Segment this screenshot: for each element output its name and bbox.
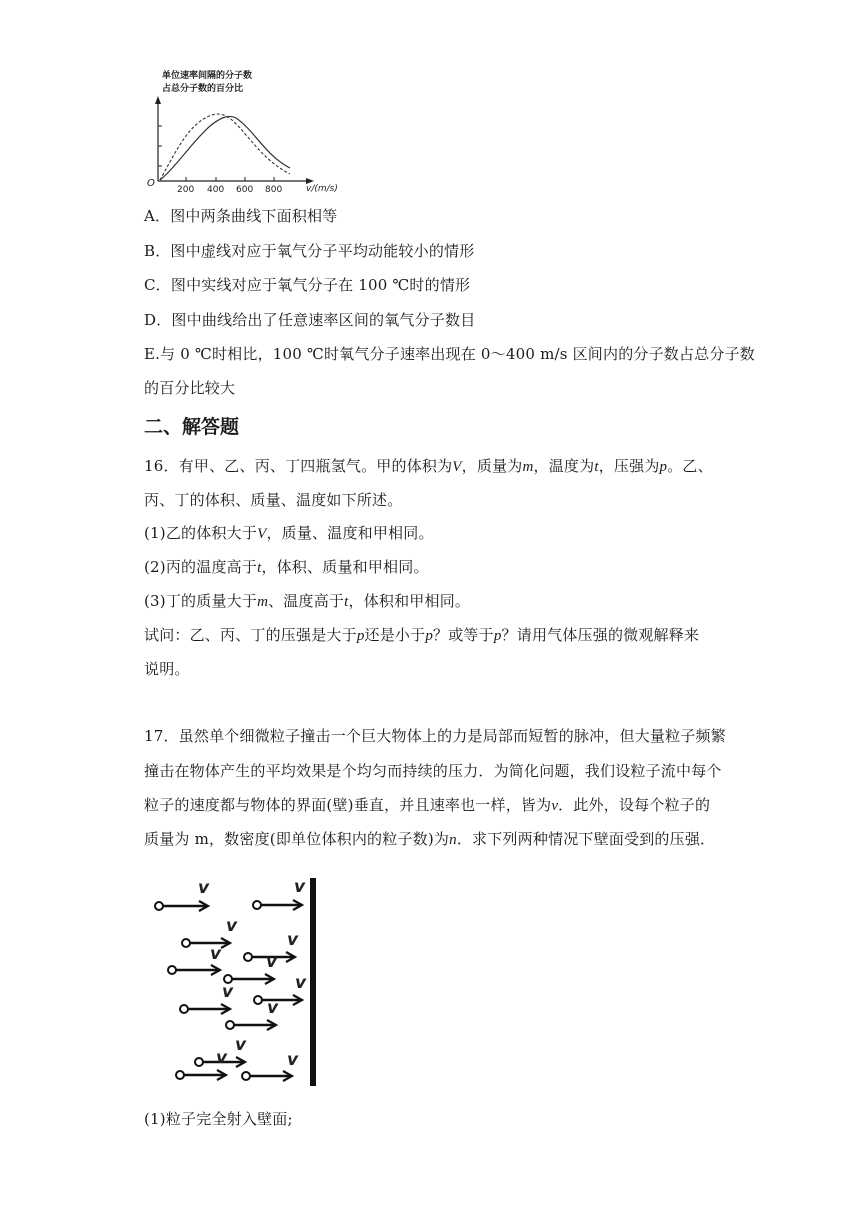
q17-sub1: (1)粒子完全射入壁面;	[144, 1110, 293, 1128]
option-a: A．图中两条曲线下面积相等	[144, 207, 338, 225]
var-n: n	[449, 832, 457, 848]
var-p: p	[493, 628, 502, 644]
particle-circle	[155, 902, 163, 910]
particle-group	[155, 877, 307, 1081]
option-c: C．图中实线对应于氧气分子在 100 ℃时的情形	[144, 276, 471, 294]
q17-text: 粒子的速度都与物体的界面(壁)垂直，并且速率也一样，皆为	[144, 796, 552, 814]
particle-circle	[168, 966, 176, 974]
figure1-solid-curve	[160, 116, 290, 180]
q17-text: ．求下列两种情况下壁面受到的压强．	[456, 830, 716, 848]
velocity-label: v	[210, 944, 222, 964]
option-e-line1: E.与 0 ℃时相比，100 ℃时氧气分子速率出现在 0～400 m/s 区间内的分子数占总分子数	[144, 345, 756, 363]
q17-line1: 17．虽然单个细微粒子撞击一个巨大物体上的力是局部而短暂的脉冲，但大量粒子频繁	[144, 727, 726, 745]
q16-text: ，温度为	[533, 457, 595, 475]
option-b: B．图中虚线对应于氧气分子平均动能较小的情形	[144, 242, 475, 260]
q16-line2: 丙、丁的体积、质量、温度如下所述。	[144, 491, 403, 509]
velocity-label: v	[266, 952, 278, 972]
figure1-xtick-800: 800	[265, 185, 283, 195]
particle-circle	[182, 939, 190, 947]
var-V: V	[452, 459, 462, 475]
q16-text: ，质量为	[461, 457, 523, 475]
velocity-label: v	[295, 973, 307, 993]
figure1-xtick-600: 600	[236, 185, 254, 195]
q16-text: (2)丙的温度高于	[144, 558, 258, 576]
var-m: m	[522, 459, 534, 475]
q17-line4	[144, 828, 715, 851]
figure1-ylabel-line1: 单位速率间隔的分子数	[162, 71, 253, 81]
q16-text: ，体积和甲相同。	[348, 592, 471, 610]
var-m: m	[257, 594, 269, 610]
figure1-y-ticks	[158, 126, 162, 166]
q16-text: 、温度高于	[268, 592, 345, 610]
var-p: p	[659, 459, 668, 475]
figure1-xlabel: v/(m/s)	[306, 184, 338, 194]
q16-text: 还是小于	[364, 626, 426, 644]
figure1-origin-label: O	[147, 178, 155, 189]
q16-line4	[144, 556, 429, 579]
q17-line2: 撞击在物体产生的平均效果是个均匀而持续的压力．为简化问题，我们设粒子流中每个	[144, 762, 722, 780]
option-e-line2: 的百分比较大	[144, 379, 236, 397]
q17-text: 质量为 m，数密度(即单位体积内的粒子数)为	[144, 830, 450, 848]
velocity-label: v	[287, 1050, 299, 1070]
q16-text: 试问：乙、丙、丁的压强是大于	[144, 626, 357, 644]
q16-line5	[144, 590, 470, 613]
section-title: 二、解答题	[144, 416, 240, 438]
figure1-dashed-curve	[160, 114, 290, 180]
var-t: t	[344, 594, 349, 610]
particle-circle	[242, 1072, 250, 1080]
velocity-label: v	[235, 1035, 247, 1055]
var-t: t	[594, 459, 599, 475]
velocity-label: v	[198, 878, 210, 898]
particle-circle	[195, 1058, 203, 1066]
option-d: D．图中曲线给出了任意速率区间的氧气分子数目	[144, 311, 476, 329]
speed-distribution-figure	[140, 64, 350, 198]
figure1-xtick-200: 200	[177, 185, 195, 195]
particle-circle	[180, 1005, 188, 1013]
particle-circle	[244, 953, 252, 961]
figure1-y-arrowhead	[155, 96, 161, 104]
particle-circle	[254, 996, 262, 1004]
velocity-label: v	[294, 877, 306, 897]
velocity-label: v	[216, 1048, 228, 1068]
velocity-label: v	[226, 916, 238, 936]
var-p: p	[425, 628, 434, 644]
q17-line3	[144, 794, 710, 817]
var-t: t	[257, 560, 262, 576]
q16-text: ，体积、质量和甲相同。	[261, 558, 429, 576]
velocity-label: v	[267, 998, 279, 1018]
particle-wall-figure	[150, 875, 325, 1090]
figure1-x-ticks	[186, 177, 274, 181]
q16-line7: 说明。	[144, 660, 190, 678]
figure1-xtick-400: 400	[207, 185, 225, 195]
particle-circle	[253, 901, 261, 909]
particle-circle	[226, 1021, 234, 1029]
var-p: p	[356, 628, 365, 644]
q17-text: ．此外，设每个粒子的	[558, 796, 711, 814]
q16-text: 。乙、	[667, 457, 713, 475]
q16-text: 16．有甲、乙、丙、丁四瓶氢气。甲的体积为	[144, 457, 453, 475]
velocity-label: v	[222, 982, 234, 1002]
figure1-ylabel-line2: 占总分子数的百分比	[162, 84, 244, 94]
q16-text: ？请用气体压强的微观解释来	[501, 626, 700, 644]
wall	[310, 878, 316, 1086]
q16-text: ？或等于	[433, 626, 494, 644]
q16-text: ，压强为	[598, 457, 660, 475]
q16-text: (3)丁的质量大于	[144, 592, 258, 610]
q16-text: (1)乙的体积大于	[144, 524, 258, 542]
var-V: V	[257, 526, 267, 542]
particle-circle	[176, 1071, 184, 1079]
var-v: v	[551, 798, 559, 814]
velocity-label: v	[287, 930, 299, 950]
q16-line6	[144, 624, 699, 647]
q16-line3	[144, 522, 434, 545]
q16-text: ，质量、温度和甲相同。	[266, 524, 434, 542]
q16-line1	[144, 455, 713, 478]
